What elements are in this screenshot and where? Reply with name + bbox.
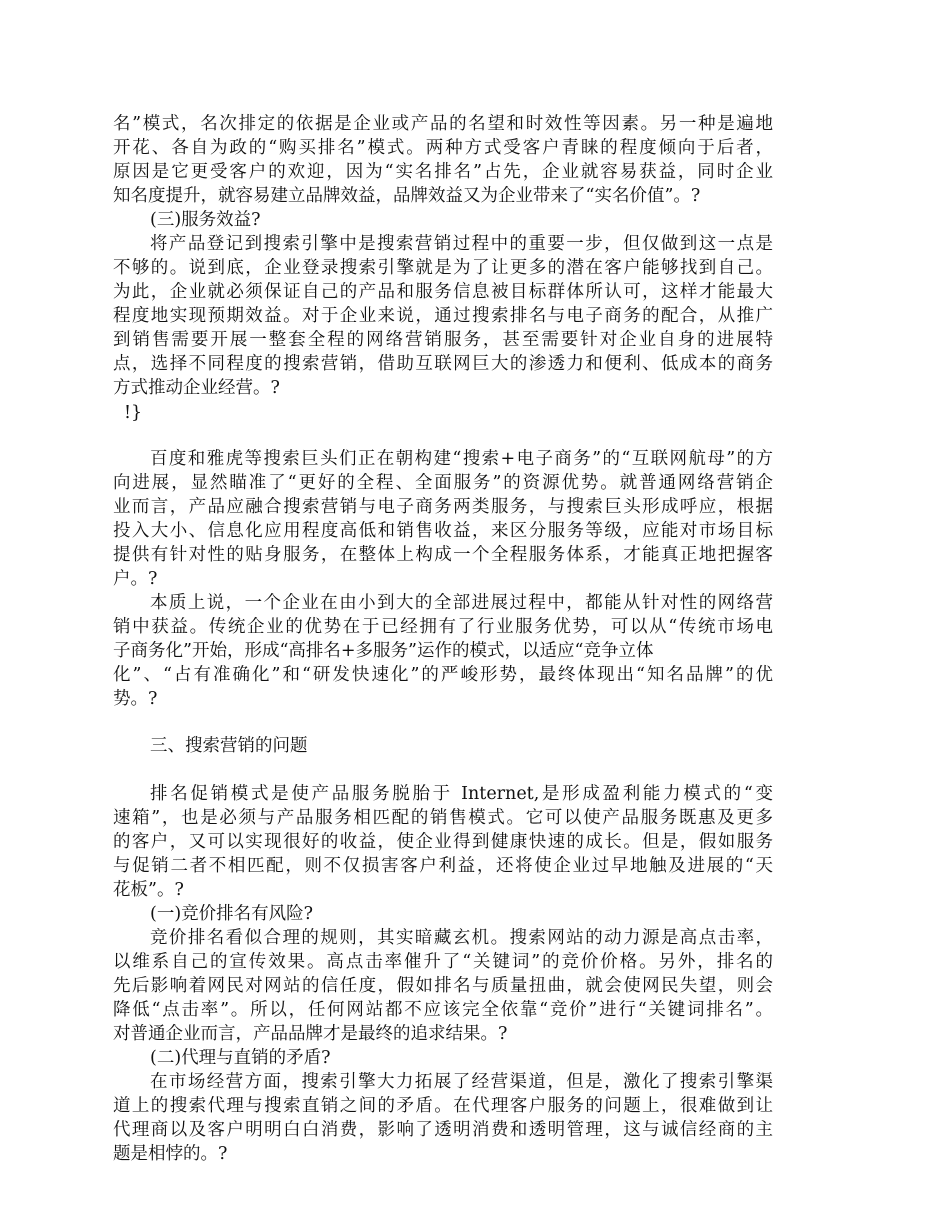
- paragraph-line: 化”、“占有准确化”和“研发快速化”的严峻形势，最终体现出“知名品牌”的优: [113, 665, 773, 685]
- paragraph-line: 到销售需要开展一整套全程的网络营销服务，甚至需要针对企业自身的进展特: [113, 330, 773, 350]
- paragraph-line: 方式推动企业经营。?: [113, 378, 280, 398]
- paragraph-line: 业而言，产品应融合搜索营销与电子商务两类服务，与搜索巨头形成呼应，根据: [113, 497, 773, 517]
- paragraph-line: 先后影响着网民对网站的信任度，假如排名与质量扭曲，就会使网民失望，则会: [113, 976, 773, 996]
- paragraph-line: 的客户，又可以实现很好的收益，使企业得到健康快速的成长。但是，假如服务: [113, 832, 773, 852]
- paragraph-line: 名”模式，名次排定的依据是企业或产品的名望和时效性等因素。另一种是遍地: [113, 114, 773, 134]
- paragraph-line: 为此，企业就必须保证自己的产品和服务信息被目标群体所认可，这样才能最大: [113, 282, 773, 302]
- paragraph-line: 向进展，显然瞄准了“更好的全程、全面服务”的资源优势。就普通网络营销企: [113, 473, 773, 493]
- paragraph-line: 排名促销模式是使产品服务脱胎于 Internet,是形成盈利能力模式的“变: [150, 784, 773, 804]
- paragraph-line: 原因是它更受客户的欢迎，因为“实名排名”占先，企业就容易获益，同时企业: [113, 162, 773, 182]
- paragraph-line: 降低“点击率”。所以，任何网站都不应该完全依靠“竞价”进行“关键词排名”。: [113, 1000, 773, 1020]
- paragraph-line: 代理商以及客户明明白白消费，影响了透明消费和透明管理，这与诚信经商的主: [113, 1120, 773, 1140]
- paragraph-line: 户。?: [113, 569, 158, 589]
- paragraph-line: 提供有针对性的贴身服务，在整体上构成一个全程服务体系，才能真正地把握客: [113, 545, 773, 565]
- paragraph-line: 道上的搜索代理与搜索直销之间的矛盾。在代理客户服务的问题上，很难做到让: [113, 1096, 773, 1116]
- paragraph-line: 势。?: [113, 689, 158, 709]
- paragraph-line: 本质上说，一个企业在由小到大的全部进展过程中，都能从针对性的网络营: [150, 593, 773, 613]
- paragraph-line: 点，选择不同程度的搜索营销，借助互联网巨大的渗透力和便利、低成本的商务: [113, 354, 773, 374]
- section-heading: 三、搜索营销的问题: [150, 736, 308, 756]
- paragraph-line: 速箱”，也是必须与产品服务相匹配的销售模式。它可以使产品服务既惠及更多: [113, 808, 773, 828]
- subheading: (二)代理与直销的矛盾?: [150, 1048, 331, 1068]
- stray-mark: !}: [124, 403, 143, 423]
- paragraph-line: 程度地实现预期效益。对于企业来说，通过搜索排名与电子商务的配合，从推广: [113, 306, 773, 326]
- paragraph-line: 不够的。说到底，企业登录搜索引擎就是为了让更多的潜在客户能够找到自己。: [113, 258, 773, 278]
- paragraph-line: 在市场经营方面，搜索引擎大力拓展了经营渠道，但是，激化了搜索引擎渠: [150, 1072, 773, 1092]
- paragraph-line: 将产品登记到搜索引擎中是搜索营销过程中的重要一步，但仅做到这一点是: [150, 234, 773, 254]
- paragraph-line: 投入大小、信息化应用程度高低和销售收益，来区分服务等级，应能对市场目标: [113, 521, 773, 541]
- subheading: (一)竞价排名有风险?: [150, 904, 314, 924]
- paragraph-line: 对普通企业而言，产品品牌才是最终的追求结果。?: [113, 1024, 508, 1044]
- paragraph-line: 题是相悖的。?: [113, 1144, 228, 1164]
- subheading: (三)服务效益?: [150, 210, 261, 230]
- paragraph-line: 以维系自己的宣传效果。高点击率催升了“关键词”的竞价价格。另外，排名的: [113, 952, 773, 972]
- paragraph-line: 子商务化”开始，形成“高排名+多服务”运作的模式，以适应“竞争立体: [113, 641, 654, 661]
- paragraph-line: 竞价排名看似合理的规则，其实暗藏玄机。搜索网站的动力源是高点击率，: [150, 928, 773, 948]
- paragraph-line: 销中获益。传统企业的优势在于已经拥有了行业服务优势，可以从“传统市场电: [113, 617, 773, 637]
- paragraph-line: 与促销二者不相匹配，则不仅损害客户利益，还将使企业过早地触及进展的“天: [113, 856, 773, 876]
- paragraph-line: 百度和雅虎等搜索巨头们正在朝构建“搜索+电子商务”的“互联网航母”的方: [150, 449, 773, 469]
- paragraph-line: 花板”。?: [113, 880, 184, 900]
- paragraph-line: 知名度提升，就容易建立品牌效益，品牌效益又为企业带来了“实名价值”。?: [113, 186, 701, 206]
- paragraph-line: 开花、各自为政的“购买排名”模式。两种方式受客户青睐的程度倾向于后者，: [113, 138, 773, 158]
